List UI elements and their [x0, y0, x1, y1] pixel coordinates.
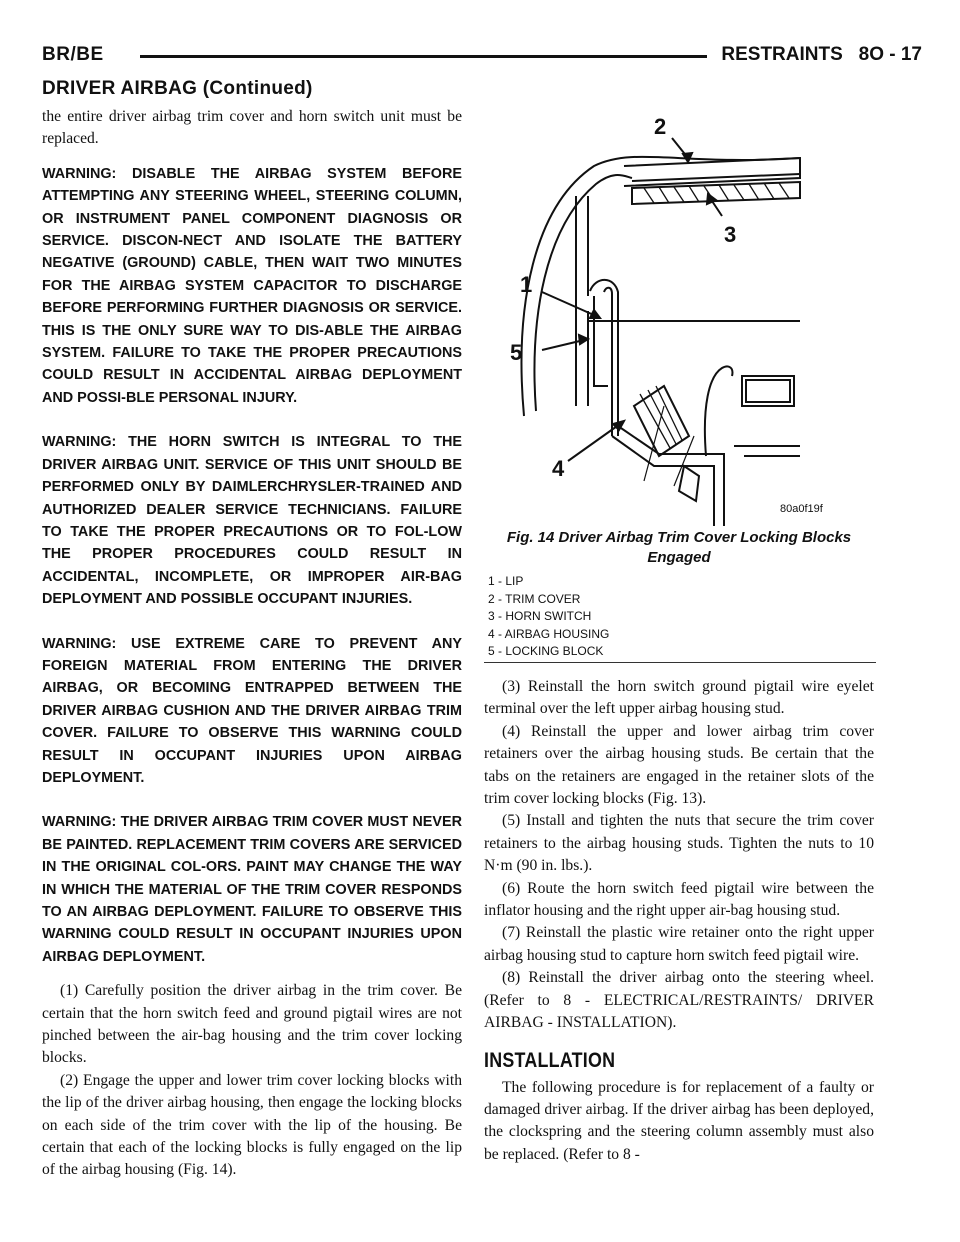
header-section-page [721, 44, 922, 66]
legend-item: 4 - AIRBAG HOUSING [488, 626, 610, 641]
step-4: (4) Reinstall the upper and lower airbag trim cover retainers over the airbag housing studs. Be certain that the tabs on the retainers are engaged in the retainer slots of the trim cover locking blocks (Fig. 13). [484, 722, 874, 808]
trim-cover-locking-block-drawing [484, 106, 874, 526]
installation-heading: INSTALLATION [484, 1048, 616, 1072]
installation-paragraph: The following procedure is for replacement of a faulty or damaged driver airbag. If the driver airbag has been deployed, the clockspring and the steering column assembly must also be replaced. (Refer to 8 - [484, 1078, 874, 1163]
intro-paragraph: the entire driver airbag trim cover and horn switch unit must be replaced. [42, 108, 462, 148]
legend-item: 3 - HORN SWITCH [488, 609, 592, 623]
section-continued-heading: DRIVER AIRBAG (Continued) [42, 78, 313, 99]
page-header [42, 38, 922, 68]
figure-divider [484, 662, 876, 663]
legend-item: 1 - LIP [488, 574, 524, 588]
left-column [42, 106, 462, 1182]
right-column [484, 676, 874, 1166]
callout-5: 5 [510, 340, 523, 365]
callout-3: 3 [724, 222, 737, 247]
header-model: BR/BE [42, 44, 104, 65]
step-7: (7) Reinstall the plastic wire retainer onto the right upper airbag housing stud to capture horn switch feed pigtail wire. [484, 924, 874, 964]
figure-14-illustration [484, 106, 874, 526]
step-2: (2) Engage the upper and lower trim cover locking blocks with the lip of the driver airbag housing, then engage the locking blocks on each side of the trim cover with the lip of the housing. Be certain that each of the locking blocks is fully engaged on the lip of the airbag housing (Fig. 14). [42, 1071, 462, 1179]
header-section: RESTRAINTS [721, 44, 843, 65]
warning-horn-switch: WARNING: THE HORN SWITCH IS INTEGRAL TO THE DRIVER AIRBAG UNIT. SERVICE OF THIS UNIT SHOULD BE PERFORMED ONLY BY DAIMLERCHRYSLER-TRAINED AND AUTHORIZED DEALER SERVICE TECHNICIANS. FAILURE TO TAKE THE PROPER PRECAUTIONS OR TO FOL-LOW THE PROPER PROCEDURES COULD RESULT IN ACCIDENTAL, INCOMPLETE, OR IMPROPER AIR-BAG DEPLOYMENT AND POSSIBLE OCCUPANT INJURIES. [42, 434, 462, 608]
warning-no-paint: WARNING: THE DRIVER AIRBAG TRIM COVER MUST NEVER BE PAINTED. REPLACEMENT TRIM COVERS ARE SERVICED IN THE ORIGINAL COL-ORS. PAINT MAY CHANGE THE WAY IN WHICH THE MATERIAL OF THE TRIM COVER RESPONDS TO AN AIRBAG DEPLOYMENT. FAILURE TO OBSERVE THIS WARNING COULD RESULT IN OCCUPANT INJURIES UPON AIRBAG DEPLOYMENT. [42, 814, 462, 965]
callout-4: 4 [552, 456, 565, 481]
step-1: (1) Carefully position the driver airbag in the trim cover. Be certain that the horn switch feed and ground pigtail wires are not pinched between the air-bag housing and the trim cover locking blocks. [42, 982, 462, 1067]
header-page-number: 8O - 17 [858, 44, 922, 65]
step-6: (6) Route the horn switch feed pigtail wire between the inflator housing and the right upper air-bag housing stud. [484, 879, 874, 920]
warning-disable-airbag: WARNING: DISABLE THE AIRBAG SYSTEM BEFORE ATTEMPTING ANY STEERING WHEEL, STEERING COLUMN, OR INSTRUMENT PANEL COMPONENT DIAGNOSIS OR SERVICE. DISCON-NECT AND ISOLATE THE BATTERY NEGATIVE (GROUND) CABLE, THEN WAIT TWO MINUTES FOR THE AIRBAG SYSTEM CAPACITOR TO DISCHARGE BEFORE PERFORMING FURTHER DIAGNOSIS OR SERVICE. THIS IS THE ONLY SURE WAY TO DIS-ABLE THE AIRBAG SYSTEM. FAILURE TO TAKE THE PROPER PRECAUTIONS COULD RESULT IN ACCIDENTAL AIRBAG DEPLOYMENT AND POSSI-BLE PERSONAL INJURY. [42, 165, 462, 406]
figure-caption: Fig. 14 Driver Airbag Trim Cover Locking Blocks Engaged [506, 529, 852, 566]
step-8: (8) Reinstall the driver airbag onto the steering wheel. (Refer to 8 - ELECTRICAL/RESTRAINTS/ DRIVER AIRBAG - INSTALLATION). [484, 969, 874, 1032]
step-5: (5) Install and tighten the nuts that secure the trim cover retainers to the airbag housing studs. Tighten the nuts to 10 N·m (90 in. lbs.). [484, 812, 874, 875]
warning-foreign-material: WARNING: USE EXTREME CARE TO PREVENT ANY FOREIGN MATERIAL FROM ENTERING THE DRIVER AIRBAG, OR BECOMING ENTRAPPED BETWEEN THE DRIVER AIRBAG CUSHION AND THE DRIVER AIRBAG TRIM COVER. FAILURE TO OBSERVE THIS WARNING COULD RESULT IN OCCUPANT INJURIES UPON AIRBAG DEPLOYMENT. [42, 635, 462, 786]
figure-legend [488, 573, 609, 661]
legend-item: 5 - LOCKING BLOCK [488, 644, 604, 658]
callout-1: 1 [520, 272, 533, 297]
figure-code: 80a0f19f [780, 503, 823, 515]
step-3: (3) Reinstall the horn switch ground pigtail wire eyelet terminal over the left upper airbag housing stud. [484, 678, 874, 718]
header-rule [140, 55, 707, 58]
callout-2: 2 [654, 114, 667, 139]
legend-item: 2 - TRIM COVER [488, 591, 581, 606]
